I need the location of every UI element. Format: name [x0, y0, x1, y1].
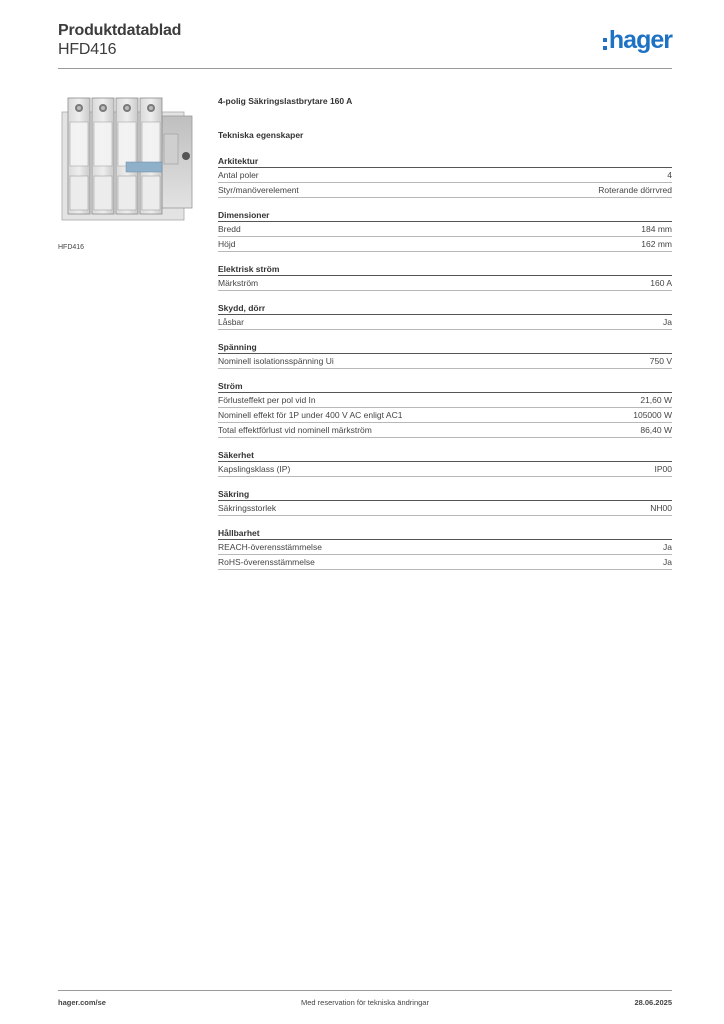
spec-value: Roterande dörrvred — [598, 185, 672, 195]
spec-group — [218, 528, 672, 570]
spec-row — [218, 555, 672, 570]
spec-value: 86,40 W — [640, 425, 672, 435]
spec-value: 162 mm — [641, 239, 672, 249]
spec-label: Förlusteffekt per pol vid In — [218, 395, 316, 405]
spec-label: REACH-överensstämmelse — [218, 542, 322, 552]
footer-disclaimer: Med reservation för tekniska ändringar — [301, 998, 429, 1007]
hager-logo — [603, 26, 672, 55]
spec-group-title: Säkerhet — [218, 450, 672, 462]
spec-value: Ja — [663, 317, 672, 327]
spec-row — [218, 222, 672, 237]
spec-label: Antal poler — [218, 170, 259, 180]
spec-label: Säkringsstorlek — [218, 503, 277, 513]
logo-text: hager — [608, 26, 672, 54]
spec-value: 184 mm — [641, 224, 672, 234]
product-code: HFD416 — [58, 41, 117, 58]
spec-value: 160 A — [650, 278, 672, 288]
spec-row — [218, 540, 672, 555]
product-image — [58, 92, 200, 234]
footer-divider — [58, 990, 672, 991]
spec-group-title: Säkring — [218, 489, 672, 501]
spec-group-title: Hållbarhet — [218, 528, 672, 540]
spec-row — [218, 462, 672, 477]
spec-value: IP00 — [654, 464, 672, 474]
spec-label: Märkström — [218, 278, 259, 288]
spec-group — [218, 264, 672, 291]
spec-group — [218, 210, 672, 252]
page-header — [58, 22, 672, 70]
spec-value: Ja — [663, 557, 672, 567]
spec-group — [218, 303, 672, 330]
spec-label: Nominell isolationsspänning Ui — [218, 356, 334, 366]
section-heading: Tekniska egenskaper — [218, 130, 304, 140]
spec-label: Nominell effekt för 1P under 400 V AC enligt AC1 — [218, 410, 403, 420]
spec-group — [218, 156, 672, 198]
spec-row — [218, 408, 672, 423]
spec-row — [218, 276, 672, 291]
spec-label: Total effektförlust vid nominell märkström — [218, 425, 372, 435]
image-caption: HFD416 — [58, 244, 85, 251]
spec-group-title: Spänning — [218, 342, 672, 354]
spec-row — [218, 393, 672, 408]
spec-row — [218, 315, 672, 330]
spec-groups — [218, 156, 672, 570]
spec-row — [218, 354, 672, 369]
spec-group — [218, 489, 672, 516]
product-details — [218, 96, 672, 570]
footer-date: 28.06.2025 — [634, 998, 672, 1007]
spec-row — [218, 423, 672, 438]
spec-label: Höjd — [218, 239, 236, 249]
product-name: 4-polig Säkringslastbrytare 160 A — [218, 96, 353, 106]
spec-label: Låsbar — [218, 317, 244, 327]
spec-value: 4 — [667, 170, 672, 180]
spec-label: Bredd — [218, 224, 241, 234]
header-divider — [58, 68, 672, 69]
spec-value: 105000 W — [633, 410, 672, 420]
spec-label: Styr/manöverelement — [218, 185, 299, 195]
document-title: Produktdatablad — [58, 22, 182, 39]
spec-value: NH00 — [650, 503, 672, 513]
spec-group-title: Dimensioner — [218, 210, 672, 222]
logo-dots-icon — [603, 38, 607, 50]
spec-group-title: Skydd, dörr — [218, 303, 672, 315]
spec-row — [218, 168, 672, 183]
spec-group-title: Arkitektur — [218, 156, 672, 168]
footer-website: hager.com/se — [58, 998, 106, 1007]
spec-group — [218, 450, 672, 477]
spec-row — [218, 237, 672, 252]
spec-value: 750 V — [649, 356, 672, 366]
spec-label: RoHS-överensstämmelse — [218, 557, 315, 567]
spec-row — [218, 501, 672, 516]
spec-value: 21,60 W — [640, 395, 672, 405]
spec-value: Ja — [663, 542, 672, 552]
spec-group — [218, 381, 672, 438]
spec-group — [218, 342, 672, 369]
spec-label: Kapslingsklass (IP) — [218, 464, 291, 474]
spec-group-title: Elektrisk ström — [218, 264, 672, 276]
spec-group-title: Ström — [218, 381, 672, 393]
spec-row — [218, 183, 672, 198]
